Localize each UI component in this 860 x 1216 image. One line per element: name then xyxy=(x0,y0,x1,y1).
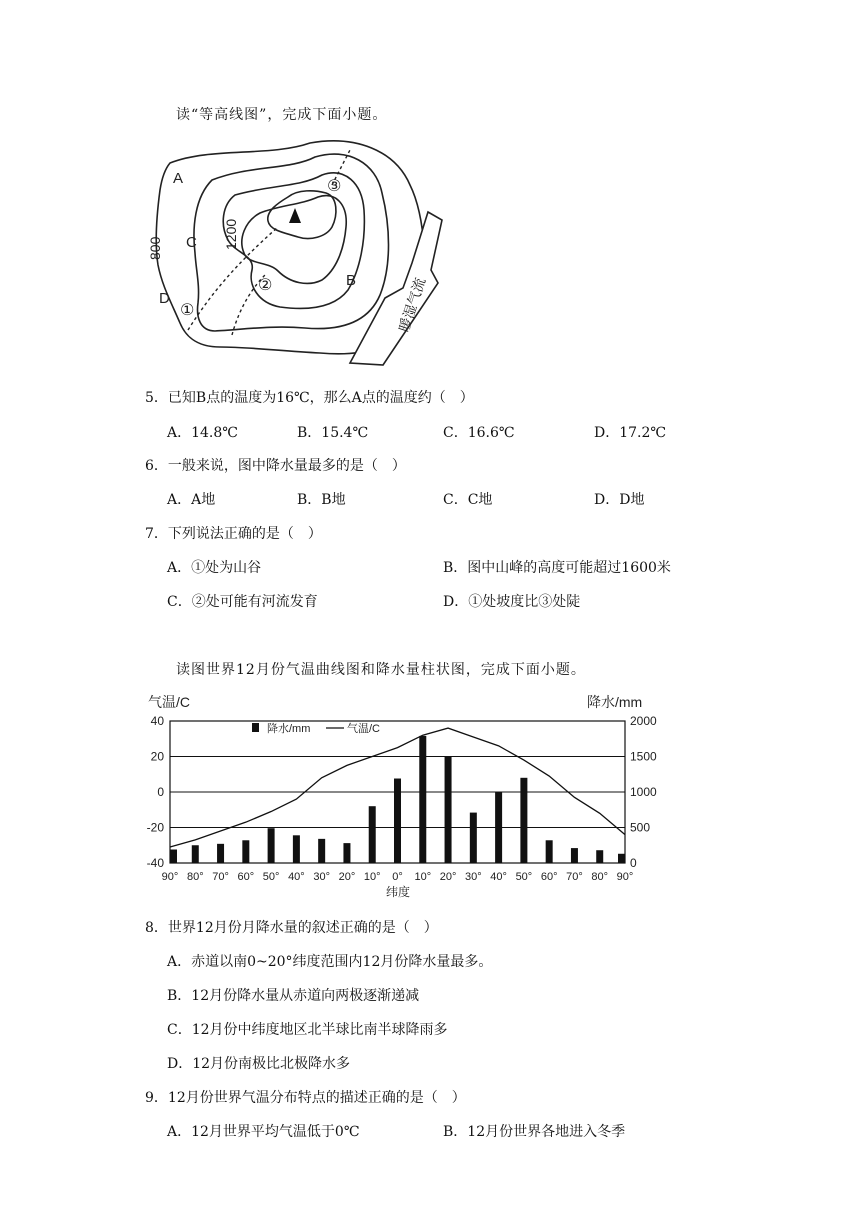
y-tick-label: 20 xyxy=(150,749,164,764)
q9-stem: 9．12月份世界气温分布特点的描述正确的是（ ） xyxy=(145,1090,466,1106)
label-800: 800 xyxy=(147,236,163,260)
x-tick-label: 80° xyxy=(186,871,204,883)
precip-bar xyxy=(571,848,578,863)
precip-bar xyxy=(343,843,350,863)
precip-bar xyxy=(170,850,177,863)
q6-option-d[interactable]: D．D地 xyxy=(594,492,645,508)
q6-stem: 6．一般来说，图中降水量最多的是（ ） xyxy=(145,458,406,474)
q7-stem: 7．下列说法正确的是（ ） xyxy=(145,526,322,542)
y2-tick-label: 1500 xyxy=(630,749,657,764)
precip-bar xyxy=(369,806,376,863)
x-tick-label: 40° xyxy=(288,871,305,883)
contour-summit xyxy=(268,191,336,239)
q7-option-a[interactable]: A．①处为山谷 xyxy=(167,560,262,576)
q8-option-c[interactable]: C．12月份中纬度地区北半球比南半球降雨多 xyxy=(167,1022,448,1038)
precip-bar xyxy=(495,792,502,863)
x-tick-label: 60° xyxy=(237,871,255,883)
contour-map xyxy=(140,135,450,375)
climate-chart xyxy=(140,690,660,905)
q7-option-b[interactable]: B．图中山峰的高度可能超过1600米 xyxy=(443,560,671,576)
q5-stem: 5．已知B点的温度为16℃，那么A点的温度约（ ） xyxy=(145,390,474,406)
x-tick-label: 30° xyxy=(313,871,330,883)
x-tick-label: 90° xyxy=(161,871,179,883)
section1-intro: 读“等高线图”，完成下面小题。 xyxy=(176,107,388,123)
y2-tick-label: 500 xyxy=(630,820,651,835)
label-B: B xyxy=(346,272,357,289)
q7-option-c[interactable]: C．②处可能有河流发育 xyxy=(167,594,318,610)
section2-intro: 读图世界12月份气温曲线图和降水量柱状图，完成下面小题。 xyxy=(176,662,586,678)
x-tick-label: 20° xyxy=(439,871,457,883)
peak-marker xyxy=(289,208,301,223)
legend-precip-swatch xyxy=(252,723,259,732)
precip-bar xyxy=(217,844,224,863)
q5-option-a[interactable]: A．14.8℃ xyxy=(167,425,238,441)
y-tick-label: -40 xyxy=(146,856,164,870)
x-tick-label: 0° xyxy=(392,871,403,883)
y2-tick-label: 2000 xyxy=(630,714,657,728)
q8-option-b[interactable]: B．12月份降水量从赤道向两极逐渐递减 xyxy=(167,988,420,1004)
q6-option-c[interactable]: C．C地 xyxy=(443,492,493,508)
x-tick-label: 60° xyxy=(540,871,558,883)
precip-bar xyxy=(618,854,625,863)
y2-tick-label: 0 xyxy=(630,856,637,870)
label-1: ① xyxy=(180,302,195,319)
q6-option-b[interactable]: B．B地 xyxy=(297,492,346,508)
x-tick-label: 20° xyxy=(338,871,356,883)
q8-option-a[interactable]: A．赤道以南0~20°纬度范围内12月份降水量最多。 xyxy=(167,954,493,970)
q8-stem: 8．世界12月份月降水量的叙述正确的是（ ） xyxy=(145,920,438,936)
x-tick-label: 50° xyxy=(262,871,280,883)
x-tick-label: 10° xyxy=(363,871,381,883)
label-A: A xyxy=(173,170,184,187)
precip-bar xyxy=(546,840,553,863)
precip-bar xyxy=(596,850,603,863)
precip-bar xyxy=(419,736,426,863)
legend-precip-label: 降水/mm xyxy=(267,723,311,735)
label-1200: 1200 xyxy=(223,218,239,250)
q5-option-b[interactable]: B．15.4℃ xyxy=(297,425,369,441)
x-tick-label: 30° xyxy=(465,871,482,883)
x-tick-label: 70° xyxy=(212,871,229,883)
warm-air-label: 暖湿气流 xyxy=(395,275,429,334)
label-C: C xyxy=(186,234,197,251)
label-D: D xyxy=(159,290,170,307)
q5-option-c[interactable]: C．16.6℃ xyxy=(443,425,515,441)
x-axis-title: 纬度 xyxy=(385,885,411,899)
x-tick-label: 70° xyxy=(566,871,583,883)
q7-option-d[interactable]: D．①处坡度比③处陡 xyxy=(443,594,581,610)
precip-bar xyxy=(268,828,275,863)
q9-option-b[interactable]: B．12月份世界各地进入冬季 xyxy=(443,1124,626,1140)
x-tick-label: 40° xyxy=(490,871,507,883)
precip-bar xyxy=(520,778,527,863)
precip-bar xyxy=(318,839,325,863)
legend-temp-label: 气温/C xyxy=(347,723,380,735)
x-tick-label: 10° xyxy=(414,871,432,883)
y-tick-label: 0 xyxy=(157,785,164,799)
contour-1200 xyxy=(242,196,346,284)
y2-tick-label: 1000 xyxy=(630,785,657,799)
precip-bar xyxy=(470,813,477,863)
q6-option-a[interactable]: A．A地 xyxy=(167,492,216,508)
y2-axis-title: 降水/mm xyxy=(587,694,643,710)
q5-option-d[interactable]: D．17.2℃ xyxy=(594,425,667,441)
precip-bar xyxy=(445,757,452,864)
y-tick-label: 40 xyxy=(150,714,164,728)
q8-option-d[interactable]: D．12月份南极比北极降水多 xyxy=(167,1056,351,1072)
precip-bar xyxy=(293,835,300,863)
x-tick-label: 80° xyxy=(591,871,609,883)
x-tick-label: 90° xyxy=(616,871,634,883)
label-2: ② xyxy=(258,277,273,294)
y-tick-label: -20 xyxy=(146,820,164,835)
precip-bar xyxy=(192,845,199,863)
y-axis-title: 气温/C xyxy=(148,694,190,710)
precip-bar xyxy=(242,840,249,863)
precip-bar xyxy=(394,779,401,863)
q9-option-a[interactable]: A．12月世界平均气温低于0℃ xyxy=(167,1124,360,1140)
label-3: ③ xyxy=(327,178,342,195)
x-tick-label: 50° xyxy=(515,871,533,883)
